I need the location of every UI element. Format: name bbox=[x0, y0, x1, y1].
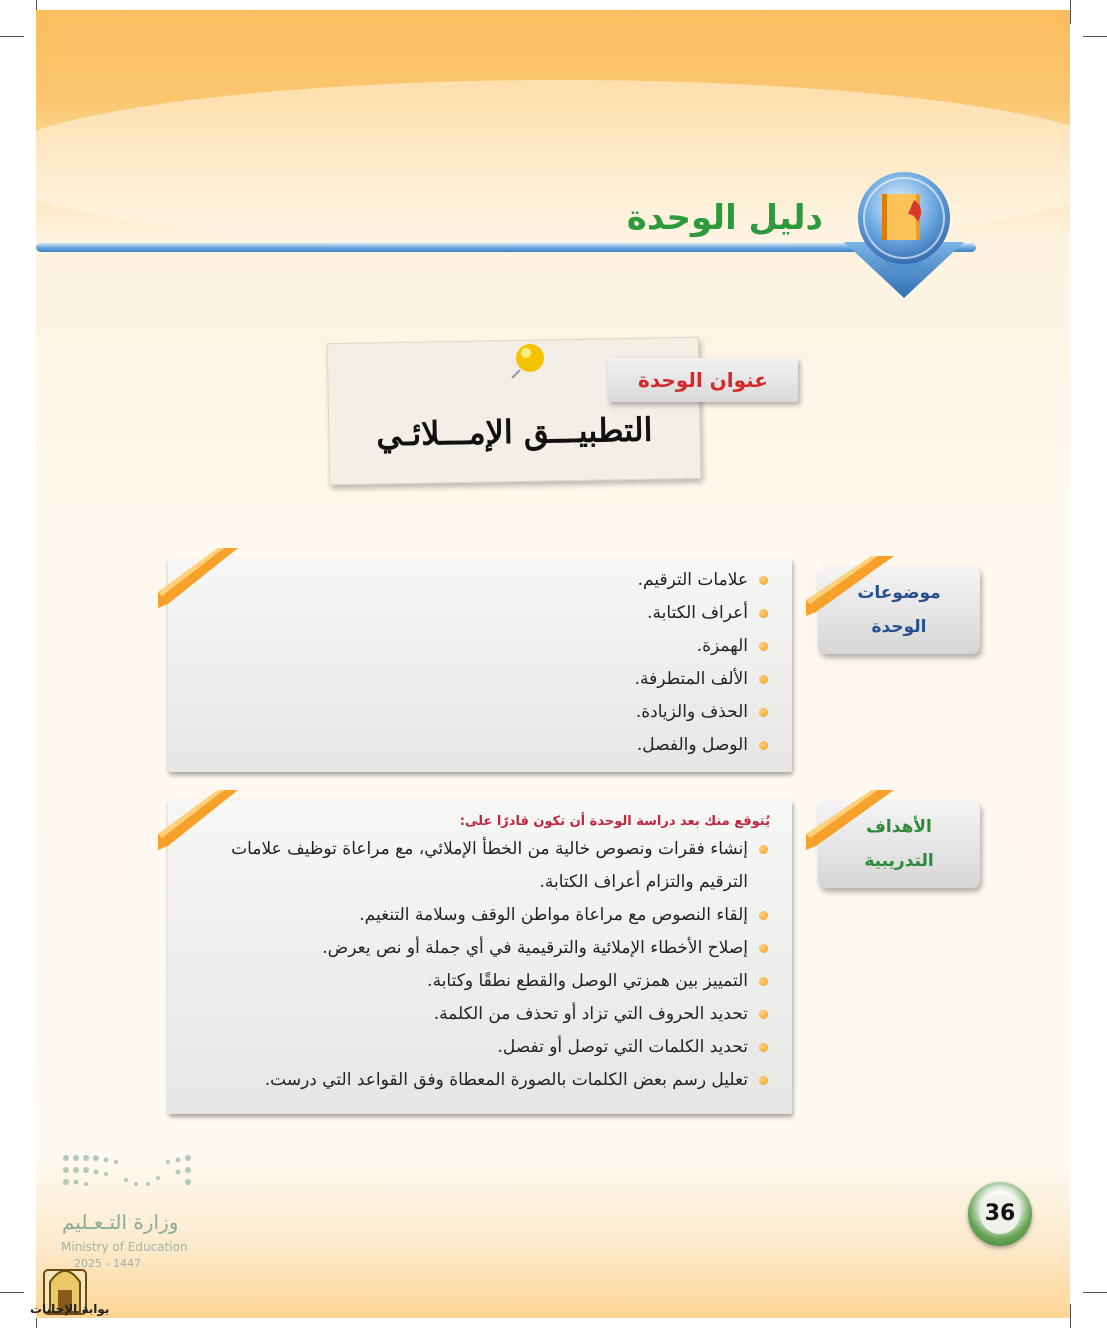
list-item: الهمزة. bbox=[210, 630, 770, 663]
goals-intro: يُتوقع منك بعد دراسة الوحدة أن تكون قادرًا على: bbox=[459, 814, 770, 829]
topics-tag-line2: الوحدة bbox=[871, 617, 927, 637]
goals-list bbox=[180, 833, 770, 1097]
crop-mark bbox=[0, 1292, 24, 1293]
list-item: إصلاح الأخطاء الإملائية والترقيمية في أي جملة أو نص يعرض. bbox=[180, 932, 770, 965]
crop-mark bbox=[1070, 1304, 1071, 1328]
list-item: إنشاء فقرات ونصوص خالية من الخطأ الإملائي، مع مراعاة توظيف علامات الترقيم والتزام أعراف الكتابة. bbox=[180, 833, 770, 899]
goals-tag-line2: التدريبية bbox=[864, 851, 934, 871]
list-item: التمييز بين همزتي الوصل والقطع نطقًا وكتابة. bbox=[180, 965, 770, 998]
goals-panel bbox=[168, 800, 792, 1114]
goals-content bbox=[180, 814, 770, 1097]
title-underline bbox=[36, 243, 976, 252]
unit-title: التطبيـــق الإمـــلائـي bbox=[375, 410, 653, 454]
push-pin-icon bbox=[508, 340, 548, 380]
ministry-name-arabic: وزارة التـعـليم bbox=[62, 1210, 179, 1234]
ministry-name-english: Ministry of Education bbox=[61, 1240, 188, 1254]
goals-tag-line1: الأهداف bbox=[866, 817, 932, 837]
corner-ribbon bbox=[806, 790, 894, 852]
crop-mark bbox=[1083, 1292, 1107, 1293]
list-item: تحديد الكلمات التي توصل أو تفصل. bbox=[180, 1031, 770, 1064]
portal-label: بوابة الإجابات bbox=[30, 1302, 110, 1316]
ministry-year: 2025 - 1447 bbox=[74, 1257, 141, 1270]
crop-mark bbox=[1070, 0, 1071, 24]
unit-title-label: عنوان الوحدة bbox=[608, 358, 798, 402]
list-item: تحديد الحروف التي تزاد أو تحذف من الكلمة. bbox=[180, 998, 770, 1031]
unit-guide-title: دليل الوحدة bbox=[626, 198, 823, 238]
corner-ribbon bbox=[158, 790, 238, 852]
ministry-logo-icon bbox=[60, 1150, 230, 1210]
topics-list bbox=[210, 564, 770, 762]
textbook-page bbox=[36, 10, 1070, 1318]
list-item: الألف المتطرفة. bbox=[210, 663, 770, 696]
list-item: أعراف الكتابة. bbox=[210, 597, 770, 630]
list-item: الوصل والفصل. bbox=[210, 729, 770, 762]
list-item: إلقاء النصوص مع مراعاة مواطن الوقف وسلامة التنغيم. bbox=[180, 899, 770, 932]
corner-ribbon bbox=[158, 548, 238, 610]
crop-mark bbox=[0, 36, 24, 37]
corner-ribbon bbox=[806, 556, 894, 618]
page-number: 36 bbox=[980, 1194, 1020, 1234]
topics-tag-line1: موضوعات bbox=[857, 583, 941, 603]
book-emblem-icon bbox=[844, 170, 964, 300]
crop-mark bbox=[1083, 36, 1107, 37]
topics-panel bbox=[168, 558, 792, 772]
list-item: الحذف والزيادة. bbox=[210, 696, 770, 729]
list-item: تعليل رسم بعض الكلمات بالصورة المعطاة وفق القواعد التي درست. bbox=[180, 1064, 770, 1097]
page-number-badge bbox=[968, 1182, 1032, 1246]
list-item: علامات الترقيم. bbox=[210, 564, 770, 597]
